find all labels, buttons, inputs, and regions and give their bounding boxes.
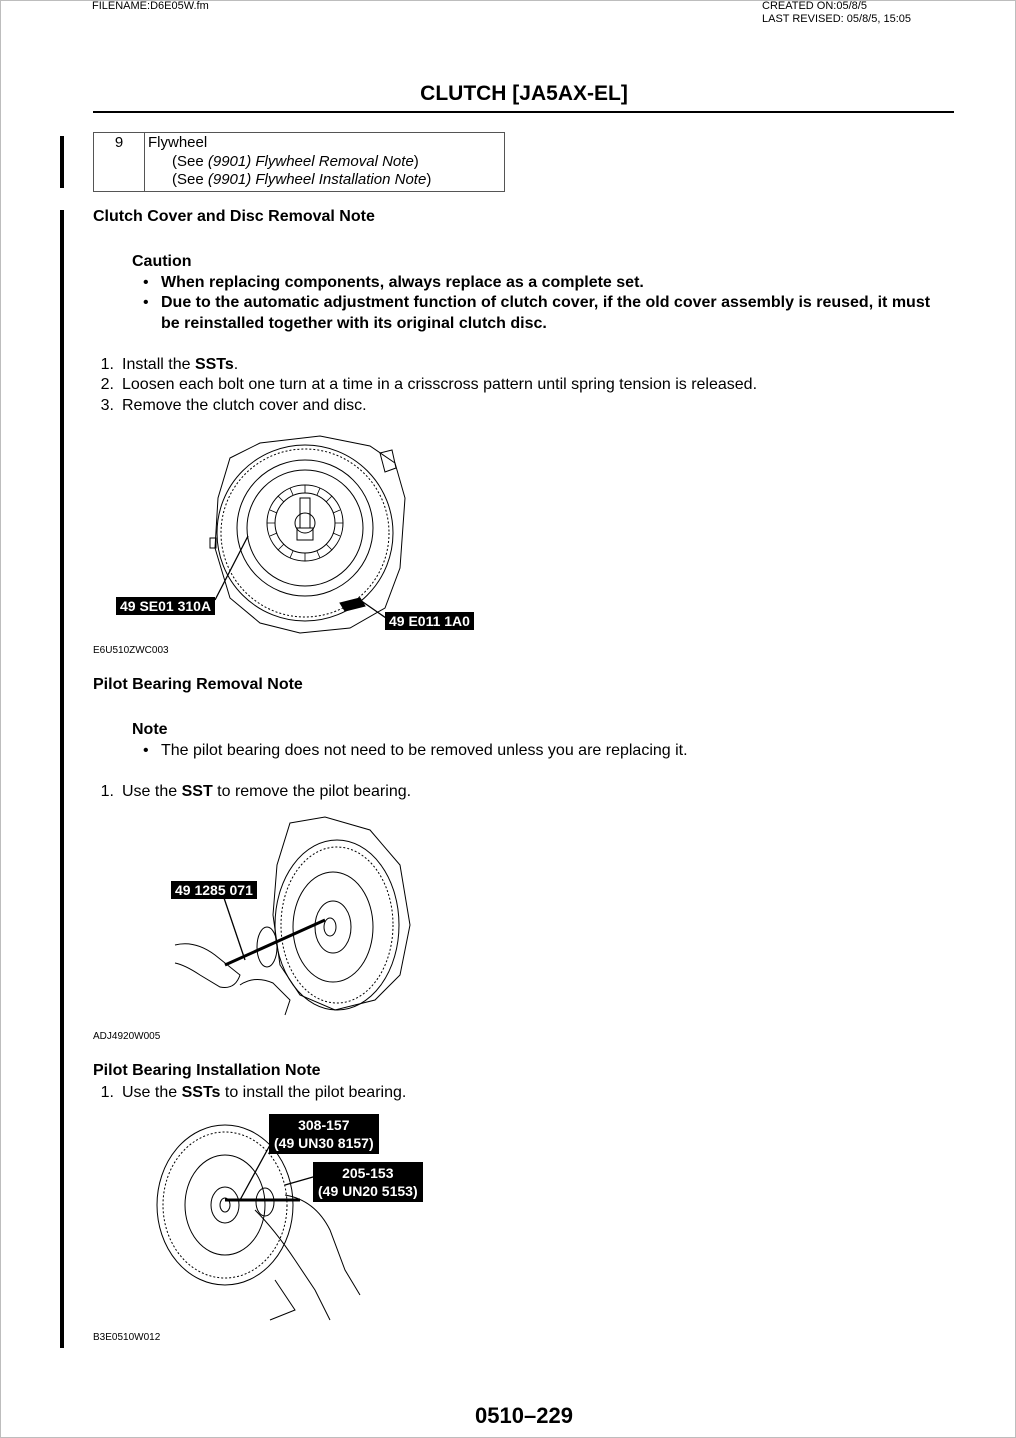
figure-id: ADJ4920W005 <box>93 1031 161 1042</box>
section-heading-clutch-cover: Clutch Cover and Disc Removal Note <box>93 208 375 225</box>
sst-label-49-e011-1a0: 49 E011 1A0 <box>385 612 474 630</box>
sst-label-205-153: 205-153 (49 UN20 5153) <box>313 1162 423 1202</box>
step-1-pilot-removal: 1. Use the SST to remove the pilot bearing. <box>100 783 412 800</box>
sst-label-308-157: 308-157 (49 UN30 8157) <box>269 1114 379 1154</box>
step-1-pilot-installation: 1. Use the SSTs to install the pilot bearing. <box>100 1084 407 1101</box>
note-label: Note <box>132 721 168 738</box>
section-heading-pilot-removal: Pilot Bearing Removal Note <box>93 676 303 693</box>
page-title: CLUTCH [JA5AX-EL] <box>420 82 628 105</box>
pilot-bearing-removal-illustration <box>165 815 415 1020</box>
sst-label-49-se01-310a: 49 SE01 310A <box>116 597 215 615</box>
clutch-cover-illustration <box>200 428 420 643</box>
caution-item: • When replacing components, always replace as a complete set. <box>143 274 644 291</box>
change-bar <box>60 210 64 1348</box>
caution-item: • Due to the automatic adjustment function of clutch cover, if the old cover assembly is reused, it must be reinstalled together with its original clutch disc. <box>143 294 931 332</box>
page-number: 0510–229 <box>475 1403 573 1428</box>
ref-line-1: (See (9901) Flywheel Removal Note) <box>172 152 419 170</box>
ref-cell <box>145 133 505 192</box>
figure-id: E6U510ZWC003 <box>93 645 169 656</box>
step-2: 2. Loosen each bolt one turn at a time in a crisscross pattern until spring tension is released. <box>100 376 758 393</box>
header-revised: LAST REVISED: 05/8/5, 15:05 <box>762 13 911 25</box>
flywheel-removal-link[interactable]: (9901) Flywheel Removal Note <box>207 152 414 170</box>
caution-label: Caution <box>132 253 192 270</box>
ref-name: Flywheel <box>148 134 208 151</box>
reference-table <box>93 132 505 192</box>
header-filename: FILENAME:D6E05W.fm <box>92 0 209 12</box>
step-3: 3. Remove the clutch cover and disc. <box>100 397 367 414</box>
figure-id: B3E0510W012 <box>93 1332 161 1343</box>
flywheel-installation-link[interactable]: (9901) Flywheel Installation Note <box>207 171 427 188</box>
title-rule <box>93 111 954 113</box>
ref-line-2: (See (9901) Flywheel Installation Note) <box>172 171 432 188</box>
sst-label-49-1285-071: 49 1285 071 <box>171 881 257 899</box>
change-bar <box>60 136 64 188</box>
header-created: CREATED ON:05/8/5 <box>762 0 867 12</box>
section-heading-pilot-installation: Pilot Bearing Installation Note <box>93 1062 321 1079</box>
ref-number: 9 <box>94 133 145 192</box>
note-item: • The pilot bearing does not need to be removed unless you are replacing it. <box>143 742 688 759</box>
step-1: 1. Install the SSTs. <box>100 356 239 373</box>
